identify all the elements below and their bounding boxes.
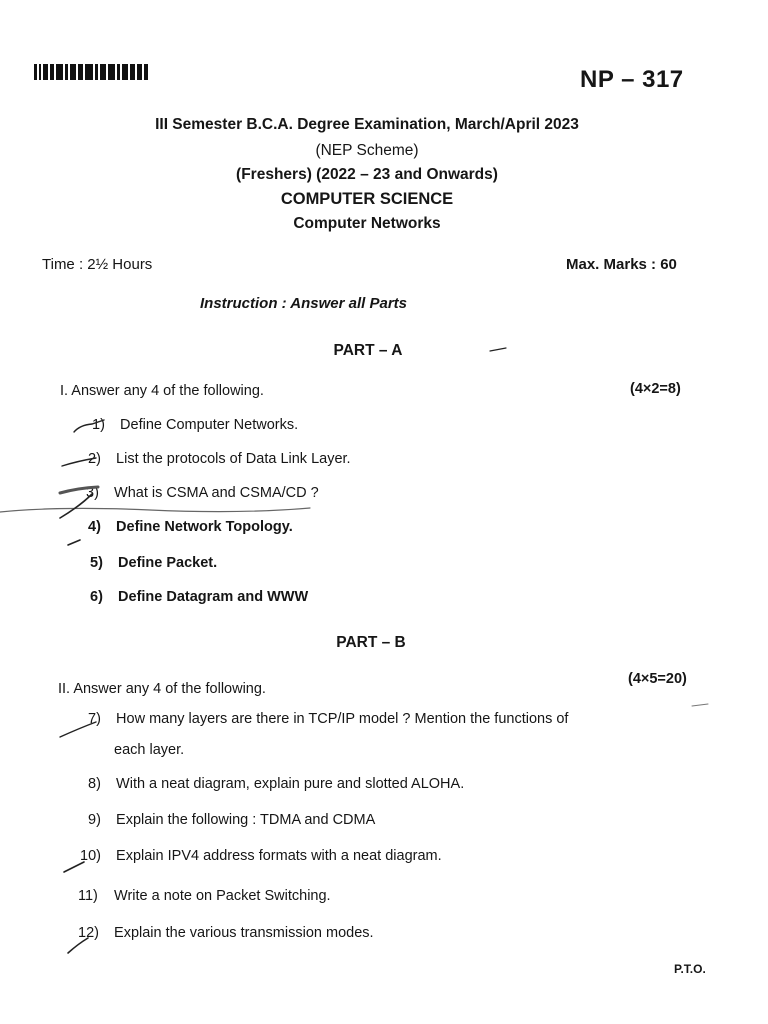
part-b-title: PART – B — [336, 634, 406, 651]
pen-mark-margin — [692, 704, 708, 706]
subject: COMPUTER SCIENCE — [280, 190, 454, 208]
question-text: How many layers are there in TCP/IP model ? Mention the functions of — [116, 711, 569, 727]
scheme: (NEP Scheme) — [315, 142, 419, 159]
question-text: Explain IPV4 address formats with a neat diagram. — [116, 848, 442, 864]
question-text: List the protocols of Data Link Layer. — [116, 451, 351, 467]
part-b-marks: (4×5=20) — [628, 671, 687, 687]
question-text: Write a note on Packet Switching. — [114, 888, 331, 904]
paper-code: NP – 317 — [580, 66, 684, 93]
question-number: 5) — [90, 555, 103, 571]
question-text: Define Datagram and WWW — [118, 589, 309, 605]
exam-title: III Semester B.C.A. Degree Examination, March/April 2023 — [155, 116, 579, 133]
pen-mark-part-a — [490, 348, 506, 351]
question-number: 8) — [88, 776, 101, 792]
pen-mark-q7 — [60, 722, 96, 737]
question-text: Define Packet. — [118, 555, 218, 571]
question-7-continued: each layer. — [114, 742, 185, 758]
max-marks: Max. Marks : 60 — [566, 256, 677, 273]
course: Computer Networks — [293, 215, 441, 232]
part-a-marks: (4×2=8) — [630, 381, 681, 397]
pen-mark-q2 — [62, 458, 96, 466]
part-b-section: II. Answer any 4 of the following. — [58, 681, 266, 697]
question-number: 6) — [90, 589, 103, 605]
question-number: 7) — [88, 711, 101, 727]
batch: (Freshers) (2022 – 23 and Onwards) — [236, 166, 498, 183]
pen-mark-q12 — [68, 938, 88, 953]
question-number: 10) — [80, 848, 101, 864]
question-number: 1) — [92, 417, 105, 433]
time-allowed: Time : 2½ Hours — [42, 256, 153, 273]
question-text: Explain the following : TDMA and CDMA — [116, 812, 376, 828]
question-text: Explain the various transmission modes. — [114, 925, 374, 941]
question-number: 2) — [88, 451, 101, 467]
question-number: 11) — [78, 888, 98, 904]
part-a-section: I. Answer any 4 of the following. — [60, 383, 264, 399]
pen-mark-q4 — [68, 540, 80, 545]
question-number: 9) — [88, 812, 101, 828]
pen-mark-strike — [0, 508, 310, 512]
question-text: What is CSMA and CSMA/CD ? — [114, 485, 319, 501]
question-text: With a neat diagram, explain pure and slotted ALOHA. — [116, 776, 465, 792]
instruction: Instruction : Answer all Parts — [200, 295, 407, 312]
question-number: 4) — [88, 519, 101, 535]
part-a-title: PART – A — [333, 342, 403, 359]
pen-mark-q10 — [64, 862, 84, 872]
question-number: 12) — [78, 925, 99, 941]
question-text: Define Computer Networks. — [120, 417, 299, 433]
page-turn-over: P.T.O. — [674, 962, 706, 976]
question-text: Define Network Topology. — [116, 519, 293, 535]
pen-mark-q3 — [60, 487, 98, 493]
pen-mark-q1 — [74, 420, 104, 432]
question-number: 3) — [86, 485, 99, 501]
pen-mark-q3-tail — [60, 494, 92, 518]
